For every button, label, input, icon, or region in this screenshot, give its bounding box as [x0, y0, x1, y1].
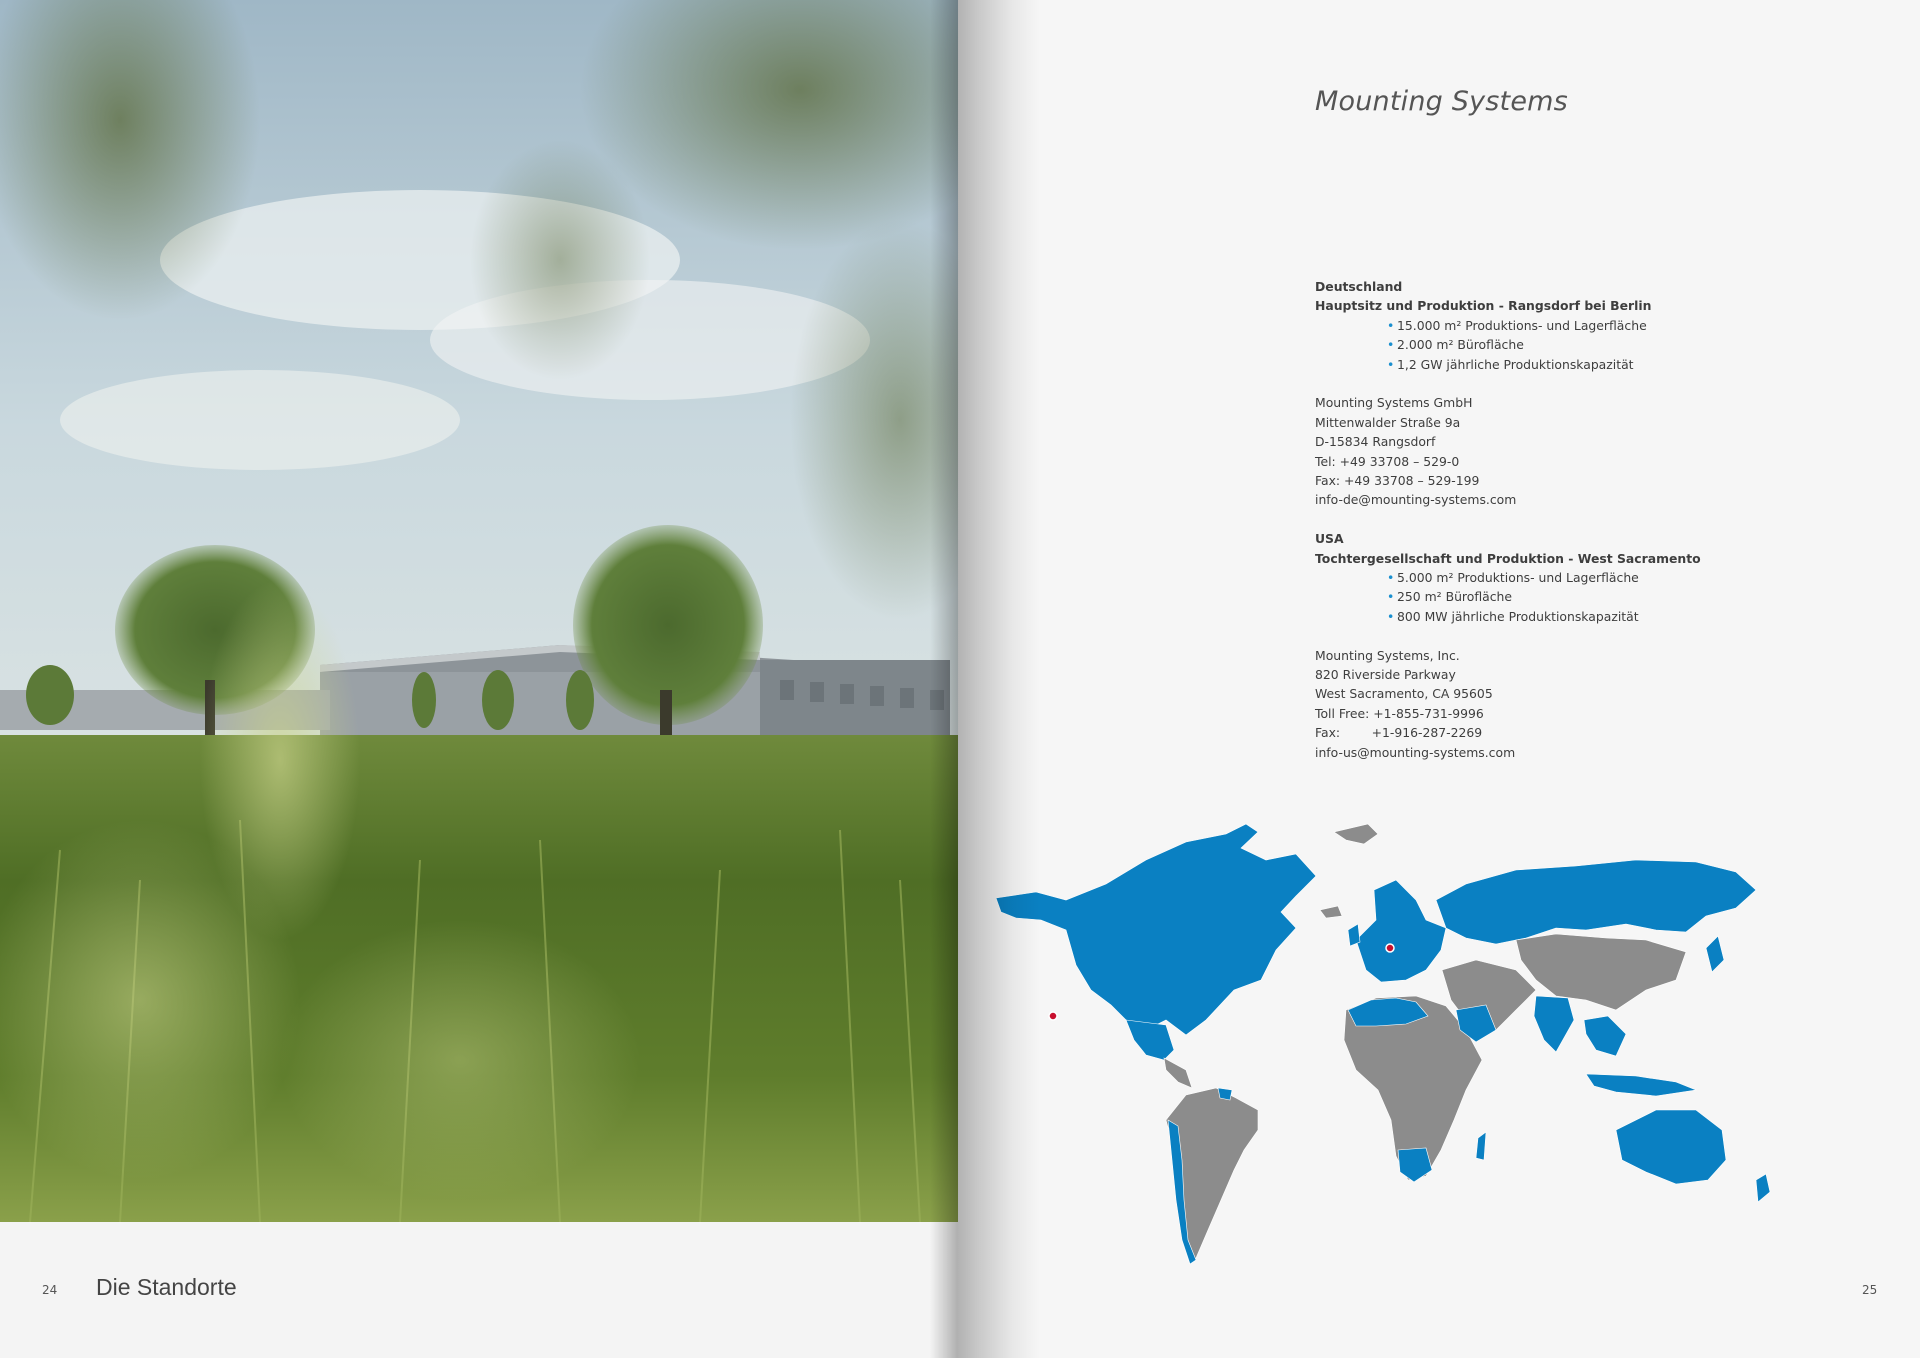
map-region-japan	[1706, 936, 1724, 972]
germany-facts	[1315, 316, 1835, 374]
usa-fact: • 800 MW jährliche Produktionskapazität	[1387, 607, 1835, 626]
map-region-guyana	[1218, 1088, 1232, 1100]
map-region-greenland	[1334, 824, 1378, 844]
map-region-south-africa	[1398, 1148, 1432, 1182]
left-page	[0, 0, 958, 1358]
map-region-uk	[1348, 924, 1360, 946]
map-marker-west-sacramento	[1049, 1012, 1057, 1020]
map-region-russia	[1436, 860, 1756, 944]
phone-line: Toll Free: +1-855-731-9996	[1315, 705, 1484, 721]
map-region-indonesia	[1586, 1074, 1696, 1096]
address-line: Mounting Systems, Inc.	[1315, 647, 1460, 663]
address-line: Mounting Systems GmbH	[1315, 395, 1473, 411]
locations-info	[1315, 277, 1835, 762]
usa-address	[1315, 646, 1835, 762]
address-line: D-15834 Rangsdorf	[1315, 434, 1436, 450]
map-region-central-america	[1164, 1058, 1192, 1088]
germany-subtitle: Hauptsitz und Produktion - Rangsdorf bei Berlin	[1315, 298, 1652, 314]
usa-fact: • 250 m² Bürofläche	[1387, 587, 1835, 606]
map-region-india	[1534, 996, 1574, 1052]
fax-line: Fax: +49 33708 – 529-199	[1315, 473, 1480, 489]
map-region-new-zealand	[1756, 1174, 1770, 1202]
facility-photo	[0, 0, 958, 1222]
page-number-left: 24	[42, 1283, 58, 1297]
section-title: Die Standorte	[96, 1274, 237, 1300]
world-map	[996, 820, 1838, 1290]
map-region-mexico	[1126, 1020, 1174, 1060]
address-line: Mittenwalder Straße 9a	[1315, 414, 1461, 430]
right-page	[958, 0, 1920, 1358]
usa-facts	[1315, 568, 1835, 626]
page-number-right: 25	[1862, 1283, 1878, 1297]
map-marker-rangsdorf	[1386, 944, 1394, 952]
germany-address	[1315, 393, 1835, 509]
usa-heading: USA	[1315, 531, 1344, 547]
usa-subtitle: Tochtergesellschaft und Produktion - West Sacramento	[1315, 550, 1701, 566]
germany-fact: • 15.000 m² Produktions- und Lagerfläche	[1387, 316, 1835, 335]
map-region-iceland	[1320, 906, 1342, 918]
map-region-madagascar	[1476, 1132, 1486, 1160]
map-region-north-america	[996, 824, 1316, 1035]
phone-line: Tel: +49 33708 – 529-0	[1315, 453, 1460, 469]
email-link[interactable]: info-de@mounting-systems.com	[1315, 492, 1517, 508]
germany-fact: • 2.000 m² Bürofläche	[1387, 335, 1835, 354]
germany-heading: Deutschland	[1315, 279, 1403, 294]
address-line: 820 Riverside Parkway	[1315, 667, 1456, 683]
brand-title: Mounting Systems	[1315, 86, 1568, 117]
email-link[interactable]: info-us@mounting-systems.com	[1315, 744, 1516, 760]
map-region-australia	[1616, 1110, 1726, 1184]
map-region-europe	[1356, 880, 1446, 982]
map-region-southeast-asia	[1584, 1016, 1626, 1056]
usa-fact: • 5.000 m² Produktions- und Lagerfläche	[1387, 568, 1835, 587]
address-line: West Sacramento, CA 95605	[1315, 686, 1493, 702]
germany-fact: • 1,2 GW jährliche Produktionskapazität	[1387, 355, 1835, 374]
fax-line: Fax: +1-916-287-2269	[1315, 725, 1483, 741]
